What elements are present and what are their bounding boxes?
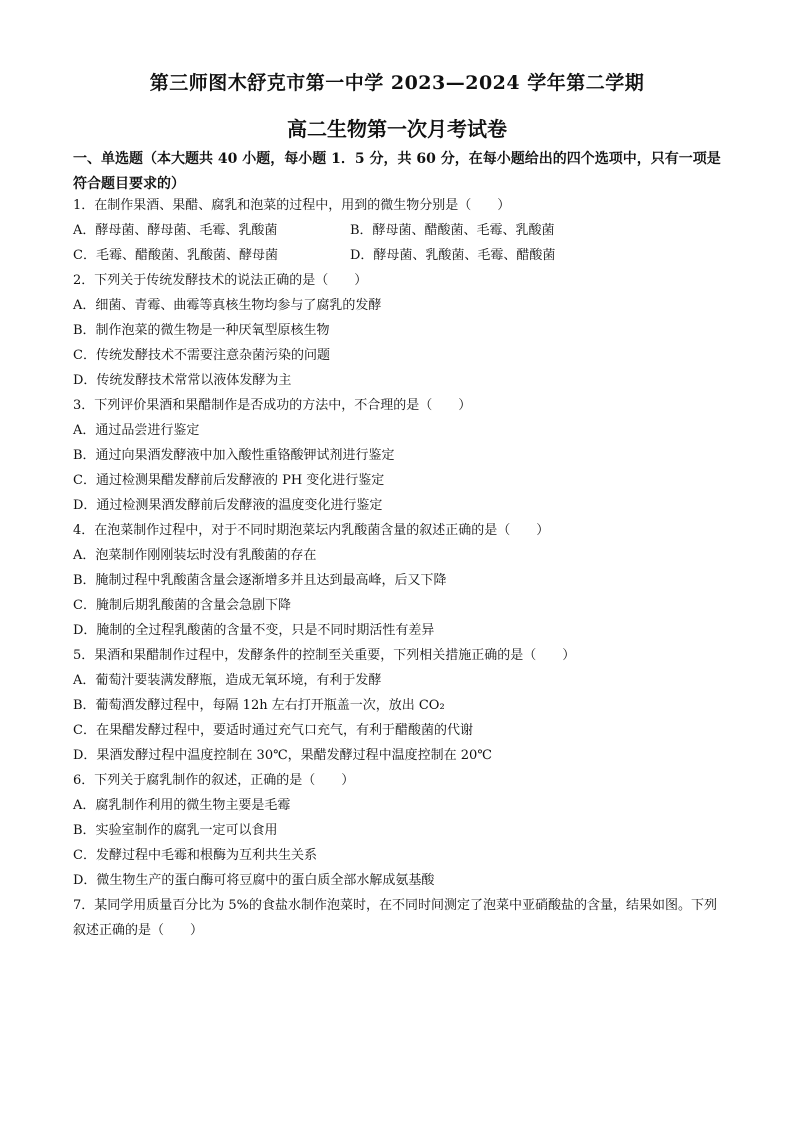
question-1-option-b: B．酵母菌、醋酸菌、毛霉、乳酸菌 [350,223,555,238]
question-2-stem: 2．下列关于传统发酵技术的说法正确的是（ ） [73,273,368,288]
question-4-option-b: B．腌制过程中乳酸菌含量会逐渐增多并且达到最高峰，后又下降 [73,573,447,588]
question-2-option-b: B．制作泡菜的微生物是一种厌氧型原核生物 [73,323,330,338]
question-4-option-c: C．腌制后期乳酸菌的含量会急剧下降 [73,598,291,613]
question-1-option-a: A．酵母菌、酵母菌、毛霉、乳酸菌 [73,223,278,238]
question-3-option-b: B．通过向果酒发酵液中加入酸性重铬酸钾试剂进行鉴定 [73,448,395,463]
question-6-option-b: B．实验室制作的腐乳一定可以食用 [73,823,278,838]
question-2-option-c: C．传统发酵技术不需要注意杂菌污染的问题 [73,348,330,363]
question-3-option-d: D．通过检测果酒发酵前后发酵液的温度变化进行鉴定 [73,498,383,513]
question-5-option-b: B．葡萄酒发酵过程中，每隔 12h 左右打开瓶盖一次，放出 CO₂ [73,698,445,713]
question-1-option-d: D．酵母菌、乳酸菌、毛霉、醋酸菌 [350,248,556,263]
question-6-stem: 6．下列关于腐乳制作的叙述，正确的是（ ） [73,773,355,788]
question-6-option-a: A．腐乳制作利用的微生物主要是毛霉 [73,798,291,813]
question-7-stem: 7．某同学用质量百分比为 5%的食盐水制作泡菜时，在不同时间测定了泡菜中亚硝酸盐的含量，结果如图。下列叙述正确的是（ ） [73,898,718,938]
question-3-stem: 3．下列评价果酒和果醋制作是否成功的方法中，不合理的是（ ） [73,398,472,413]
question-1-stem: 1．在制作果酒、果醋、腐乳和泡菜的过程中，用到的微生物分别是（ ） [73,198,511,213]
question-5-option-d: D．果酒发酵过程中温度控制在 30℃，果醋发酵过程中温度控制在 20℃ [73,748,492,763]
question-2-option-d: D．传统发酵技术常常以液体发酵为主 [73,373,292,388]
question-5-option-a: A．葡萄汁要装满发酵瓶，造成无氧环境，有利于发酵 [73,673,382,688]
question-1-option-c: C．毛霉、醋酸菌、乳酸菌、酵母菌 [73,248,278,263]
question-6-option-d: D．微生物生产的蛋白酶可将豆腐中的蛋白质全部水解成氨基酸 [73,873,435,888]
question-3-option-a: A．通过品尝进行鉴定 [73,423,200,438]
question-4-stem: 4．在泡菜制作过程中，对于不同时期泡菜坛内乳酸菌含量的叙述正确的是（ ） [73,523,550,538]
question-6-option-c: C．发酵过程中毛霉和根酶为互利共生关系 [73,848,317,863]
question-4-option-a: A．泡菜制作刚刚装坛时没有乳酸菌的存在 [73,548,317,563]
question-2-option-a: A．细菌、青霉、曲霉等真核生物均参与了腐乳的发酵 [73,298,382,313]
question-3-option-c: C．通过检测果醋发酵前后发酵液的 PH 变化进行鉴定 [73,473,385,488]
question-5-option-c: C．在果醋发酵过程中，要适时通过充气口充气，有利于醋酸菌的代谢 [73,723,473,738]
section-heading: 一、单选题（本大题共 40 小题，每小题 1．5 分，共 60 分，在每小题给出的四个选项中，只有一项是符合题目要求的） [73,151,721,192]
question-5-stem: 5．果酒和果醋制作过程中，发酵条件的控制至关重要，下列相关措施正确的是（ ） [73,648,576,663]
question-4-option-d: D．腌制的全过程乳酸菌的含量不变，只是不同时期活性有差异 [73,623,435,638]
exam-school-title: 第三师图木舒克市第一中学 2023—2024 学年第二学期 [149,72,645,94]
exam-paper-title: 高二生物第一次月考试卷 [287,117,507,141]
